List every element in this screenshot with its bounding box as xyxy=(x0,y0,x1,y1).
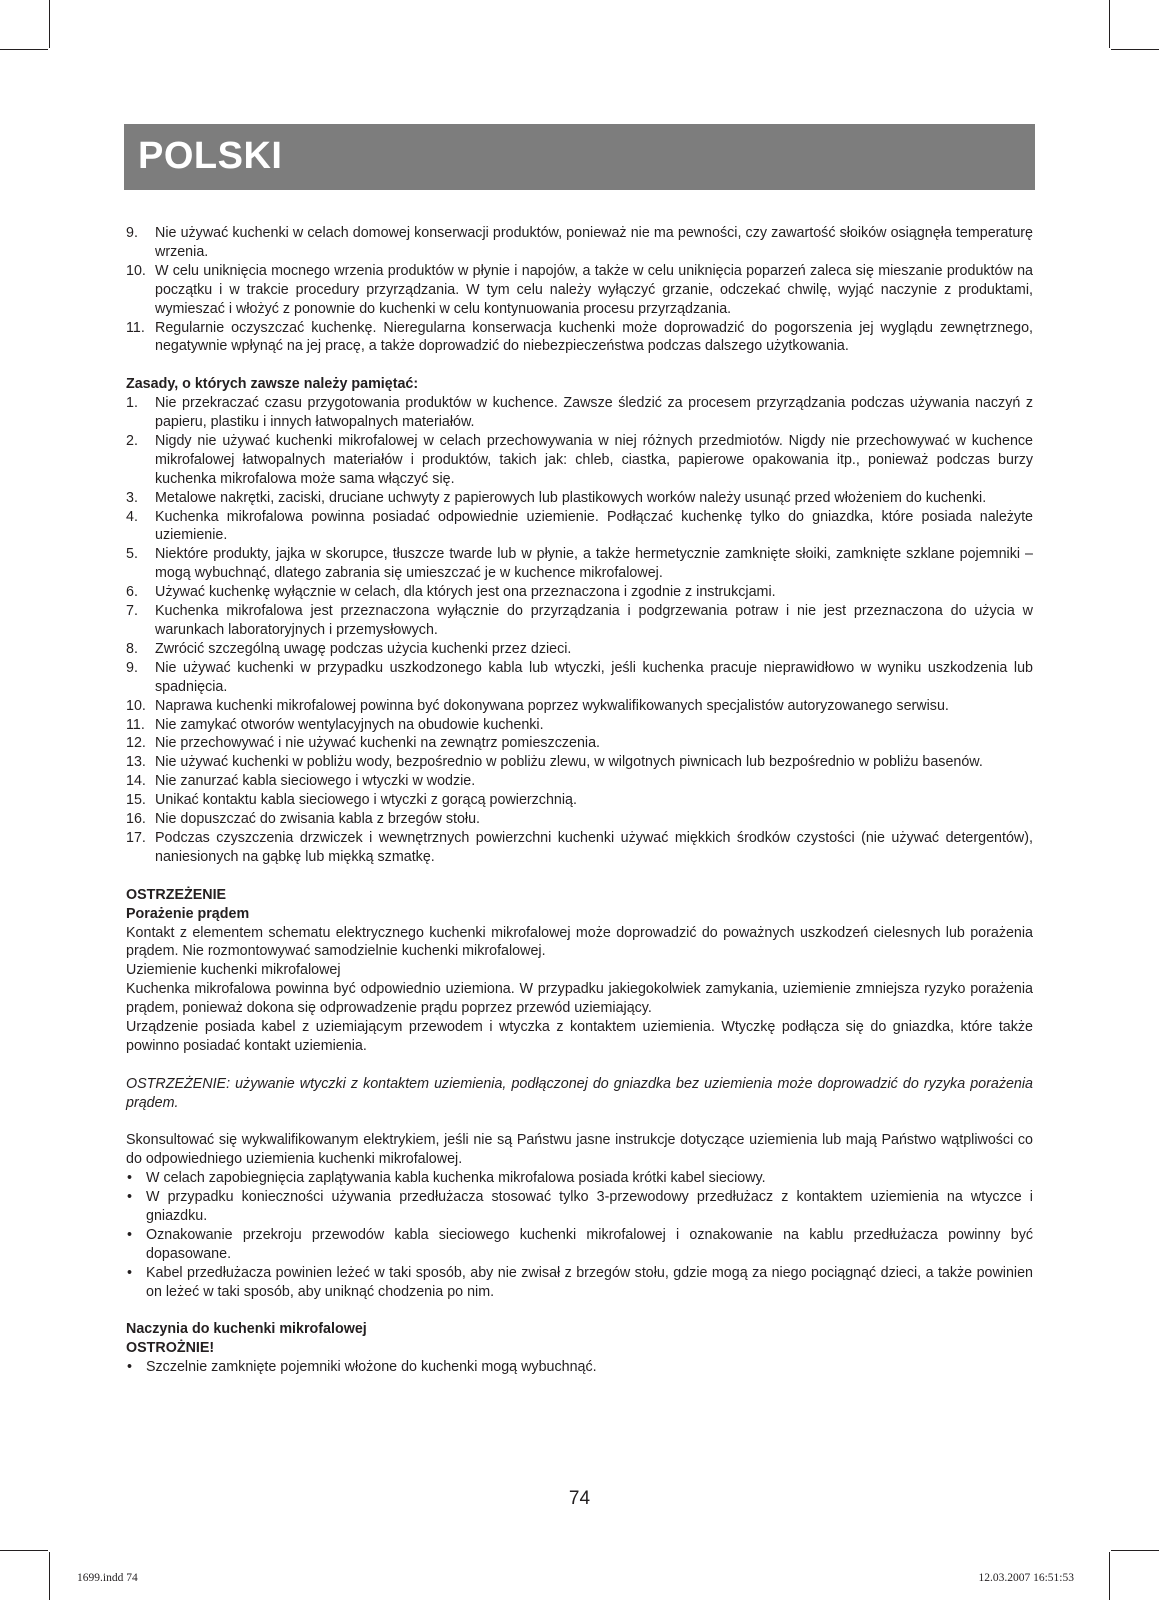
warning-paragraph: Kontakt z elementem schematu elektrycznego kuchenki mikrofalowej może doprowadzić do poważnych uszkodzeń cielesnych lub porażenia prądem. Nie rozmontowywać samodzielnie kuchenki mikrofalowej. xyxy=(126,924,1033,960)
list-item xyxy=(126,659,1033,697)
list-item-text: Naprawa kuchenki mikrofalowej powinna być dokonywana poprzez wykwalifikowanych specjalistów autoryzowanego serwisu. xyxy=(155,697,949,714)
bullet-item xyxy=(126,1264,1033,1302)
bullet-icon: • xyxy=(127,1226,133,1243)
list-item xyxy=(126,583,1033,602)
list-item-text: Używać kuchenkę wyłącznie w celach, dla których jest ona przeznaczona i zgodnie z instrukcjami. xyxy=(155,584,776,601)
crop-mark xyxy=(1111,1550,1159,1551)
list-item xyxy=(126,772,1033,791)
list-item-text: Nie zamykać otworów wentylacyjnych na obudowie kuchenki. xyxy=(155,716,544,733)
bullet-item xyxy=(126,1358,1033,1377)
list-item xyxy=(126,432,1033,489)
page-title: POLSKI xyxy=(138,135,283,177)
rules-list xyxy=(126,394,1033,867)
list-item-text: W celu uniknięcia mocnego wrzenia produktów w płynie i napojów, a także w celu uniknięcia poparzeń zaleca się mieszanie produktów na początku i w trakcie procedury przyrządzania. W tym celu należy wyłączyć grzanie, odczekać chwilę, wyjąć naczynie z produktami, wymieszać i włożyć z ponownie do kuchenki w celu kontynuowania procesu przyrządzania. xyxy=(155,262,1033,317)
list-item xyxy=(126,753,1033,772)
list-item-number: 11. xyxy=(126,319,145,336)
bullet-text: Oznakowanie przekroju przewodów kabla sieciowego kuchenki mikrofalowej i oznakowanie na kablu przedłużacza powinny być dopasowane. xyxy=(146,1226,1033,1262)
list-item-text: Nie przechowywać i nie używać kuchenki na zewnątrz pomieszczenia. xyxy=(155,735,600,752)
bullet-icon: • xyxy=(127,1359,133,1376)
list-item-text: Regularnie oczyszczać kuchenkę. Nieregularna konserwacja kuchenki może doprowadzić do pogorszenia jej wyglądu zewnętrznego, negatywnie wpłynąć na jej pracę, a także doprowadzić do niebezpieczeństwa podczas dalszego użytkowania. xyxy=(155,319,1033,355)
bullet-icon: • xyxy=(127,1189,133,1206)
bullet-item xyxy=(126,1226,1033,1264)
numbered-list-continued xyxy=(126,224,1033,356)
list-item-number: 13. xyxy=(126,754,146,771)
list-item-number: 1. xyxy=(126,395,138,412)
list-item-number: 5. xyxy=(126,546,138,563)
dishes-heading: Naczynia do kuchenki mikrofalowej xyxy=(126,1321,367,1338)
list-item-text: Niektóre produkty, jajka w skorupce, tłuszcze twarde lub w płynie, a także hermetycznie zamknięte słoiki, zamknięte szklane pojemniki – mogą wybuchnąć, dlatego zabrania się umieszczać je w kuchence mikrofalowej. xyxy=(155,546,1033,582)
list-item-number: 17. xyxy=(126,829,146,846)
list-item xyxy=(126,829,1033,867)
grounding-paragraph: Kuchenka mikrofalowa powinna być odpowiednio uziemiona. W przypadku jakiegokolwiek zamykania, uziemienie zmniejsza ryzyko porażenia prądem, ponieważ dokona się odprowadzenie prądu poprzez przewód uziemiający. xyxy=(126,981,1033,1017)
caution-heading: OSTROŻNIE! xyxy=(126,1340,215,1357)
list-item-number: 10. xyxy=(126,262,146,279)
list-item-text: Zwrócić szczególną uwagę podczas użycia kuchenki przez dzieci. xyxy=(155,640,572,657)
list-item xyxy=(126,319,1033,357)
document-body xyxy=(126,224,1033,1377)
bullet-text: W przypadku konieczności używania przedłużacza stosować tylko 3-przewodowy przedłużacz z kontaktem uziemienia na wtyczce i gniazdku. xyxy=(146,1189,1033,1225)
bullet-item xyxy=(126,1188,1033,1226)
rules-heading: Zasady, o których zawsze należy pamiętać: xyxy=(126,376,419,393)
page-number: 74 xyxy=(568,1488,591,1509)
crop-mark xyxy=(1111,49,1159,50)
list-item xyxy=(126,394,1033,432)
crop-mark xyxy=(0,49,48,50)
list-item-number: 10. xyxy=(126,697,146,714)
bullet-text: Kabel przedłużacza powinien leżeć w taki sposób, aby nie zwisał z brzegów stołu, gdzie mogą za niego pociągnąć dzieci, a także powinien on leżeć w taki sposób, aby uniknąć chodzenia po nim. xyxy=(146,1264,1033,1300)
list-item-number: 9. xyxy=(126,225,138,241)
list-item-number: 8. xyxy=(126,640,138,657)
list-item xyxy=(126,489,1033,508)
list-item xyxy=(126,602,1033,640)
grounding-title: Uziemienie kuchenki mikrofalowej xyxy=(126,962,341,979)
list-item-number: 16. xyxy=(126,811,146,828)
list-item-text: Nie używać kuchenki w pobliżu wody, bezpośrednio w pobliżu zlewu, w wilgotnych piwnicach lub bezpośrednio w pobliżu basenów. xyxy=(155,754,983,771)
crop-mark xyxy=(1109,1552,1110,1600)
bullet-item xyxy=(126,1169,1033,1188)
list-item-text: Nigdy nie używać kuchenki mikrofalowej w celach przechowywania w niej różnych przedmiotów. Nigdy nie przechowywać w kuchence mikrofalowej łatwopalnych materiałów i produktów, takich jak: chleb, ciastka, papierowe opakowania itp., ponieważ podczas burzy kuchenka mikrofalowa może sama włączyć się. xyxy=(155,432,1033,487)
list-item-text: Nie zanurzać kabla sieciowego i wtyczki w wodzie. xyxy=(155,773,476,790)
list-item xyxy=(126,734,1033,753)
electric-shock-subheading: Porażenie prądem xyxy=(126,905,250,922)
list-item-text: Kuchenka mikrofalowa powinna posiadać odpowiednie uziemienie. Podłączać kuchenkę tylko do gniazdka, które posiada należyte uziemienie. xyxy=(155,508,1033,544)
list-item-text: Metalowe nakrętki, zaciski, druciane uchwyty z papierowych lub plastikowych worków należy usunąć przed włożeniem do kuchenki. xyxy=(155,489,987,506)
consult-paragraph: Skonsultować się wykwalifikowanym elektrykiem, jeśli nie są Państwu jasne instrukcje dotyczące uziemienia lub mają Państwo wątpliwości co do odpowiedniego uziemienia kuchenki mikrofalowej. xyxy=(126,1132,1033,1168)
bullet-icon: • xyxy=(127,1170,133,1187)
list-item-number: 15. xyxy=(126,792,146,809)
crop-mark xyxy=(49,0,50,48)
list-item xyxy=(126,545,1033,583)
list-item-text: Nie przekraczać czasu przygotowania produktów w kuchence. Zawsze śledzić za procesem przyrządzania podczas używania naczyń z papieru, plastiku i innych łatwopalnych materiałów. xyxy=(155,395,1033,431)
list-item xyxy=(126,810,1033,829)
list-item-text: Kuchenka mikrofalowa jest przeznaczona wyłącznie do przyrządzania i podgrzewania potraw i nie jest przeznaczona do użycia w warunkach laboratoryjnych i przemysłowych. xyxy=(155,603,1033,639)
slug-file: 1699.indd 74 xyxy=(77,1572,138,1584)
bullet-list xyxy=(126,1358,1033,1377)
list-item-number: 2. xyxy=(126,432,138,449)
list-item xyxy=(126,508,1033,546)
list-item xyxy=(126,716,1033,735)
list-item xyxy=(126,224,1033,262)
list-item-text: Nie używać kuchenki w przypadku uszkodzonego kabla lub wtyczki, jeśli kuchenka pracuje nieprawidłowo w wyniku uszkodzenia lub spadnięcia. xyxy=(155,659,1033,695)
list-item-text: Nie dopuszczać do zwisania kabla z brzegów stołu. xyxy=(155,811,481,828)
grounding-paragraph: Urządzenie posiada kabel z uziemiającym przewodem i wtyczka z kontaktem uziemienia. Wtyczkę podłącza się do gniazdka, które także powinno posiadać kontakt uziemienia. xyxy=(126,1019,1033,1054)
list-item-text: Nie używać kuchenki w celach domowej konserwacji produktów, ponieważ nie ma pewności, czy zawartość słoików osiągnęła temperaturę wrzenia. xyxy=(155,225,1033,260)
bullet-icon: • xyxy=(127,1264,133,1281)
list-item-text: Unikać kontaktu kabla sieciowego i wtyczki z gorącą powierzchnią. xyxy=(155,792,577,809)
list-item-number: 6. xyxy=(126,584,138,601)
list-item-number: 14. xyxy=(126,773,146,790)
slug-datetime: 12.03.2007 16:51:53 xyxy=(978,1572,1074,1584)
crop-mark xyxy=(1109,0,1110,48)
list-item-number: 7. xyxy=(126,603,138,620)
list-item-text: Podczas czyszczenia drzwiczek i wewnętrznych powierzchni kuchenki używać miękkich środków czystości (nie używać detergentów), naniesionych na gąbkę lub miękką szmatkę. xyxy=(155,829,1033,865)
warning-heading: OSTRZEŻENIE xyxy=(126,886,227,903)
crop-mark xyxy=(0,1550,48,1551)
bullet-text: W celach zapobiegnięcia zaplątywania kabla kuchenka mikrofalowa posiada krótki kabel sieciowy. xyxy=(146,1170,766,1187)
list-item xyxy=(126,697,1033,716)
list-item-number: 9. xyxy=(126,659,138,676)
list-item xyxy=(126,640,1033,659)
warning-note: OSTRZEŻENIE: używanie wtyczki z kontaktem uziemienia, podłączonej do gniazdka bez uziemienia może doprowadzić do ryzyka porażenia prądem. xyxy=(126,1075,1033,1111)
list-item-number: 4. xyxy=(126,508,138,525)
crop-mark xyxy=(49,1552,50,1600)
bullet-text: Szczelnie zamknięte pojemniki włożone do kuchenki mogą wybuchnąć. xyxy=(146,1359,597,1376)
list-item-number: 12. xyxy=(126,735,146,752)
list-item-number: 3. xyxy=(126,489,138,506)
list-item xyxy=(126,791,1033,810)
bullet-list xyxy=(126,1169,1033,1301)
list-item xyxy=(126,262,1033,319)
list-item-number: 11. xyxy=(126,716,145,733)
language-header-bar xyxy=(124,124,1035,190)
